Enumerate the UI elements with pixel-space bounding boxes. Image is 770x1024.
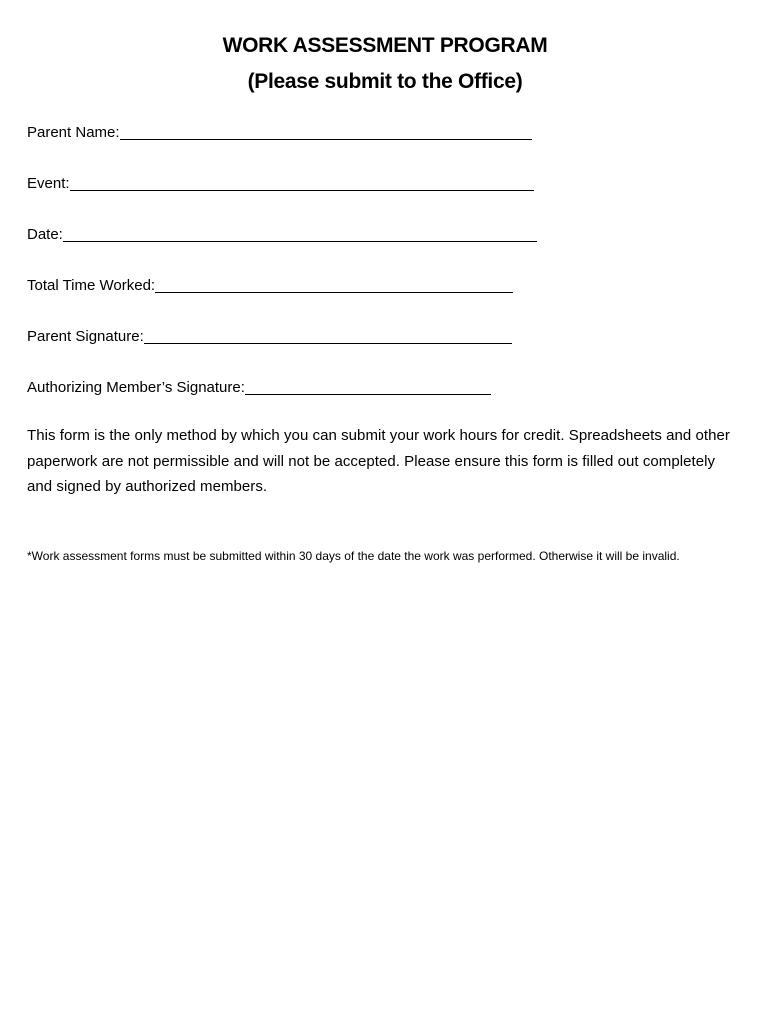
parent-signature-field [27,327,743,347]
parent-signature-blank-line[interactable] [144,342,512,344]
parent-name-label: Parent Name: [27,124,120,141]
date-label: Date: [27,226,63,243]
form-title [27,0,743,96]
event-blank-line[interactable] [70,189,534,191]
footnote: *Work assessment forms must be submitted within 30 days of the date the work was performed. Otherwise it will be invalid. [27,548,680,563]
parent-signature-label: Parent Signature: [27,328,144,345]
title-line-2: (Please submit to the Office) [247,70,523,93]
total-time-blank-line[interactable] [155,291,513,293]
authorizing-signature-label: Authorizing Member’s Signature: [27,379,245,396]
authorizing-signature-blank-line[interactable] [245,393,491,395]
date-blank-line[interactable] [63,240,537,242]
title-line-1: WORK ASSESSMENT PROGRAM [222,34,548,57]
parent-name-blank-line[interactable] [120,138,532,140]
date-field [27,225,743,245]
form-fields [27,123,743,398]
event-label: Event: [27,175,70,192]
event-field [27,174,743,194]
parent-name-field [27,123,743,143]
instructions-paragraph: This form is the only method by which you can submit your work hours for credit. Spreadsheets and other paperwork are not permissible and will not be accepted. Please ensure this form is filled out completely and signed by authorized members. [27,427,730,495]
total-time-label: Total Time Worked: [27,277,156,294]
authorizing-signature-field [27,378,743,398]
total-time-field [27,276,743,296]
